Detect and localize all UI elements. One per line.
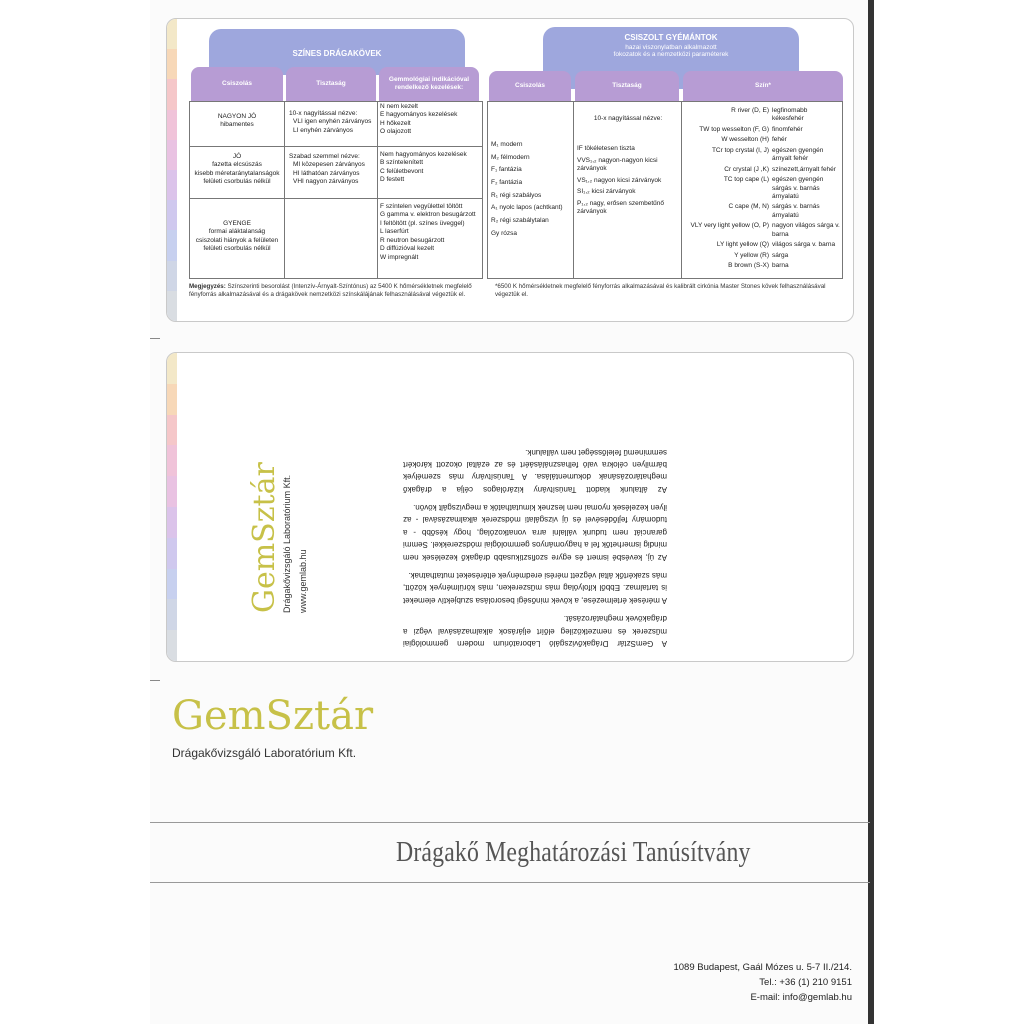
email[interactable]: E-mail: info@gemlab.hu — [750, 992, 852, 1003]
diamond-clarity-list: 10-x nagyítással nézve: IF tökéletesen tiszta VVS₁,₂ nagyon-nagyon kicsi zárványok VS₁,₂ nagyon kicsi zárványok SI₁,₂ kicsi zárványok P₁,₂ nagy, erősen szembetűnő zárványok — [577, 115, 664, 216]
disclaimer-paragraph: A mérések értelmezése, a kövek minőségi besorolása szubjektív elemeket is tartalmaz. Ebből kifolyólag más műszereken, más körülmények között, más szakértők által végzett mérési eredmények eltéréseket mutathatnak. — [403, 571, 667, 605]
color-stripes — [167, 353, 177, 661]
col-header-diamond-clarity: Tisztaság — [575, 71, 679, 101]
diamond-cut-list: M₁ modern M₂ félmodern F₁ fantázia F₂ fantázia R₁ régi szabályos A₁ nyolc lapos (achtkant) R₂ régi szabálytalan Gy rózsa — [491, 141, 563, 237]
diamond-color-row: R river (D, E) legfinomabb kékesfehér — [731, 107, 808, 123]
diamond-color-row: B brown (S-X) barna — [728, 262, 789, 269]
diamond-color-row: TC top cape (L) egészen gyengén sárgás v. barnás árnyalatú — [723, 176, 824, 200]
col-header-diamond-cut: Csiszolás — [489, 71, 571, 101]
address: 1089 Budapest, Gaál Mózes u. 5-7 II./214. — [673, 962, 852, 973]
gemsztar-logo: GemSztár — [172, 693, 374, 739]
website-link[interactable]: www.gemlab.hu — [298, 549, 308, 613]
diamonds-header: CSISZOLT GYÉMÁNTOK hazai viszonylatban alkalmazott fokozatok és a nemzetközi paraméterek — [543, 27, 799, 89]
treatment-list-3: F színtelen vegyülettel töltött G gamma v. elektron besugárzott I feltöltött (pl. színes üveggel) L laserfúrt R neutron besugárzott D diffúzióval kezelt W impregnált — [380, 203, 476, 261]
diamonds-note: *6500 K hőmérsékletnek megfelelő fényforrás alkalmazásával és kalibrált cirkónia Master Stones kövek felhasználásával végeztük el. — [495, 283, 826, 299]
disclaimer-paragraph: Az új, kevésbé ismert és egyre szofisztikusabb drágakő kezelések nem mindig ismerhetők fel a hagyományos gemmológiai módszerekkel. Semmi garanciát nem tudunk vállalni arra vonatkozólag, hogy később - a tudomány fejlődésével és új vizsgálati módszerek alkalmazásával - az ilyen kezelések nyomai nem lesznek kimutathatók a megvizsgált kövön. — [403, 503, 667, 562]
logo-subtitle: Drágakővizsgáló Laboratórium Kft. — [282, 474, 292, 613]
diamond-color-list — [683, 107, 841, 272]
diamond-color-row: TCr top crystal (I, J) egészen gyengén árnyalt fehér — [711, 146, 824, 163]
treatment-list-2: Nem hagyományos kezelések B színtelenített C felületbevont D festett — [380, 151, 467, 184]
fold-mark — [150, 680, 160, 681]
disclaimer-text — [403, 373, 667, 649]
title-divider-top — [150, 822, 870, 823]
diamond-color-row: Cr crystal (J ,K) színezett,árnyalt fehér — [724, 165, 836, 173]
clarity-grade-naked-eye: Szabad szemmel nézve: MI közepesen zárványos HI láthatóan zárványos VHI nagyon zárványos — [289, 153, 365, 186]
certificate-title: Drágakő Meghatározási Tanúsítvány — [396, 836, 751, 868]
diamond-color-row: TW top wesselton (F, G) finomfehér — [699, 125, 803, 133]
diamond-color-row: C cape (M, N) sárgás v. barnás árnyalatú — [728, 203, 820, 219]
colored-gems-title: SZÍNES DRÁGAKÖVEK — [292, 49, 382, 58]
diamonds-title: CSISZOLT GYÉMÁNTOK — [624, 33, 718, 42]
treatment-list-1: N nem kezelt E hagyományos kezelések H hőkezelt O olajozott — [380, 103, 458, 136]
cut-grade-good: JÓ fazetta elcsúszás kisebb méretaránytalanságok felületi csorbulás nélkül — [194, 153, 280, 186]
col-header-cut: Csiszolás — [191, 67, 283, 101]
diamond-color-row: W wesselton (H) fehér — [721, 136, 787, 144]
cut-grade-weak: GYENGE formai aláktalanság csiszolati hiányok a felületen felületi csorbulás nélkül — [195, 220, 279, 253]
back-logo-block — [187, 423, 307, 613]
colored-gems-note: Megjegyzés: Színszerinti besorolást (Intenzív-Árnyalt-Színtónus) az 5400 K hőmérsékletnek megfelelő fényforrás alkalmazásával és a drágakövek nemzetközi színskálájának felhasználásával végeztük el. — [189, 283, 472, 299]
phone: Tel.: +36 (1) 210 9151 — [759, 977, 852, 988]
diamond-color-row: LY light yellow (Q) világos sárga v. barna — [716, 241, 836, 249]
diamond-color-row: Y yellow (R) sárga — [734, 251, 789, 259]
col-header-clarity: Tisztaság — [286, 67, 376, 101]
col-header-diamond-color: Szín* — [683, 71, 843, 101]
disclaimer-paragraph: Az általunk kiadott Tanúsítvány kizárólagos célja a drágakő meghatározásának dokumentálása. A Tanúsítvány más személyek bármilyen célokra való felhasználásáért és az ezáltal okozott károkért semminemű felelősséget nem vállalunk. — [403, 447, 667, 494]
grading-card — [166, 18, 854, 322]
cut-grade-very-good: NAGYON JÓ hibamentes — [217, 113, 257, 129]
clarity-grade-magnified: 10-x nagyítással nézve: VLI igen enyhén zárványos LI enyhén zárványos — [289, 110, 372, 134]
disclaimer-paragraph: A GemSztár Drágakővizsgáló Laboratórium modern gemmológiai műszerek és nemzetközileg előírt eljárások alkalmazásával végzi a drágakövek meghatározását. — [403, 614, 667, 648]
gemsztar-logo: GemSztár — [247, 462, 282, 613]
color-stripes — [167, 19, 177, 321]
diamond-color-row: VLY very light yellow (O, P) nagyon világos sárga v. barna — [690, 222, 840, 238]
col-header-treatments: Gemmológiai indikációval rendelkező kezelések: — [379, 67, 479, 101]
logo-subtitle: Drágakővizsgáló Laboratórium Kft. — [172, 746, 357, 760]
title-divider-bottom — [150, 882, 870, 883]
fold-mark — [150, 338, 160, 339]
disclaimer-card — [166, 352, 854, 662]
front-logo — [172, 693, 374, 760]
